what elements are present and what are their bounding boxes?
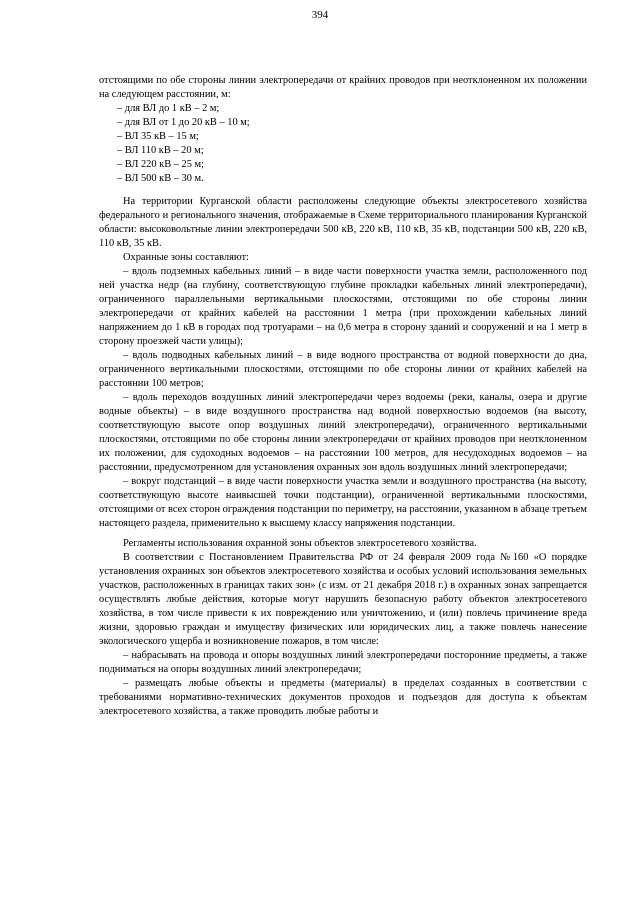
zone-underground-cable: – вдоль подземных кабельных линий – в виде части поверхности участка земли, расположенного под ней участка недр (на глубину, соответствующую глубине прокладки кабельных линий электропередачи), ограниченного параллельными вертикальными плоскостями, отстоящими по обе стороны линии электропередачи от крайних кабелей на расстоянии 1 метра (при прохождении кабельных линий напряжением до 1 кВ в городах под тротуарами – на 0,6 метра в сторону зданий и сооружений и на 1 метр в сторону проезжей части улицы); (99, 266, 587, 347)
intro-paragraph: отстоящими по обе стороны линии электропередачи от крайних проводов при неотклоненном их положении на следующем расстоянии, м: (99, 75, 587, 100)
prohibition-item: – размещать любые объекты и предметы (материалы) в пределах созданных в соответствии с требованиями нормативно-технических документов проходов и подъездов для доступа к объектам электросетевого хозяйства, а также проводить любые работы и (99, 678, 587, 717)
zones-heading: Охранные зоны составляют: (123, 252, 249, 263)
list-item: – ВЛ 35 кВ – 15 м; (117, 131, 199, 142)
zone-water-crossing: – вдоль переходов воздушных линий электропередачи через водоемы (реки, каналы, озера и другие водные объекты) – в виде воздушного пространства над водной поверхностью водоемов (на высоту, соответствующую высоте опор воздушных линий электропередачи), ограниченного вертикальными плоскостями, отстоящими по обе стороны линии электропередачи от крайних проводов при неотклоненном их положении, для судоходных водоемов – на расстоянии 100 метров, для несудоходных водоемов – на расстоянии, предусмотренном для установления охранных зон вдоль воздушных линий электропередачи; (99, 392, 587, 473)
regulations-heading: Регламенты использования охранной зоны объектов электросетевого хозяйства. (123, 538, 477, 549)
list-item: – ВЛ 110 кВ – 20 м; (117, 145, 204, 156)
list-item: – ВЛ 500 кВ – 30 м. (117, 173, 204, 184)
prohibition-item: – набрасывать на провода и опоры воздушных линий электропередачи посторонние предметы, а также подниматься на опоры воздушных линий электропередачи; (99, 650, 587, 675)
document-body (99, 74, 587, 719)
regulations-paragraph: В соответствии с Постановлением Правительства РФ от 24 февраля 2009 года №160 «О порядке установления охранных зон объектов электросетевого хозяйства и особых условий использования земельных участков, расположенных в границах таких зон» (с изм. от 21 декабря 2018 г.) в охранных зонах запрещается осуществлять любые действия, которые могут нарушить безопасную работу объектов электросетевого хозяйства, в том числе привести к их повреждению или уничтожению, и (или) повлечь причинение вреда жизни, здоровью граждан и имуществу физических или юридических лиц, а также повлечь нанесение экологического ущерба и возникновение пожаров, в том числе: (99, 552, 587, 647)
list-item: – для ВЛ от 1 до 20 кВ – 10 м; (117, 117, 250, 128)
territory-paragraph: На территории Курганской области расположены следующие объекты электросетевого хозяйства федерального и регионального значения, отображаемые в Схеме территориального планирования Курганской области: высоковольтные линии электропередачи 500 кВ, 220 кВ, 110 кВ, 35 кВ, подстанции 500 кВ, 220 кВ, 110 кВ, 35 кВ. (99, 196, 587, 249)
list-item: – ВЛ 220 кВ – 25 м; (117, 159, 204, 170)
page-number: 394 (311, 9, 329, 21)
list-item: – для ВЛ до 1 кВ – 2 м; (117, 103, 220, 114)
zone-underwater-cable: – вдоль подводных кабельных линий – в виде водного пространства от водной поверхности до дна, ограниченного вертикальными плоскостями, отстоящими по обе стороны линии от крайних кабелей на расстоянии 100 метров; (99, 350, 587, 389)
distance-list (99, 102, 587, 186)
zone-substation: – вокруг подстанций – в виде части поверхности участка земли и воздушного пространства (на высоту, соответствующую высоте наивысшей точки подстанции), ограниченной вертикальными плоскостями, отстоящими от всех сторон ограждения подстанции по периметру, на расстоянии, указанном в абзаце третьем настоящего раздела, применительно к высшему классу напряжения подстанции. (99, 476, 587, 529)
